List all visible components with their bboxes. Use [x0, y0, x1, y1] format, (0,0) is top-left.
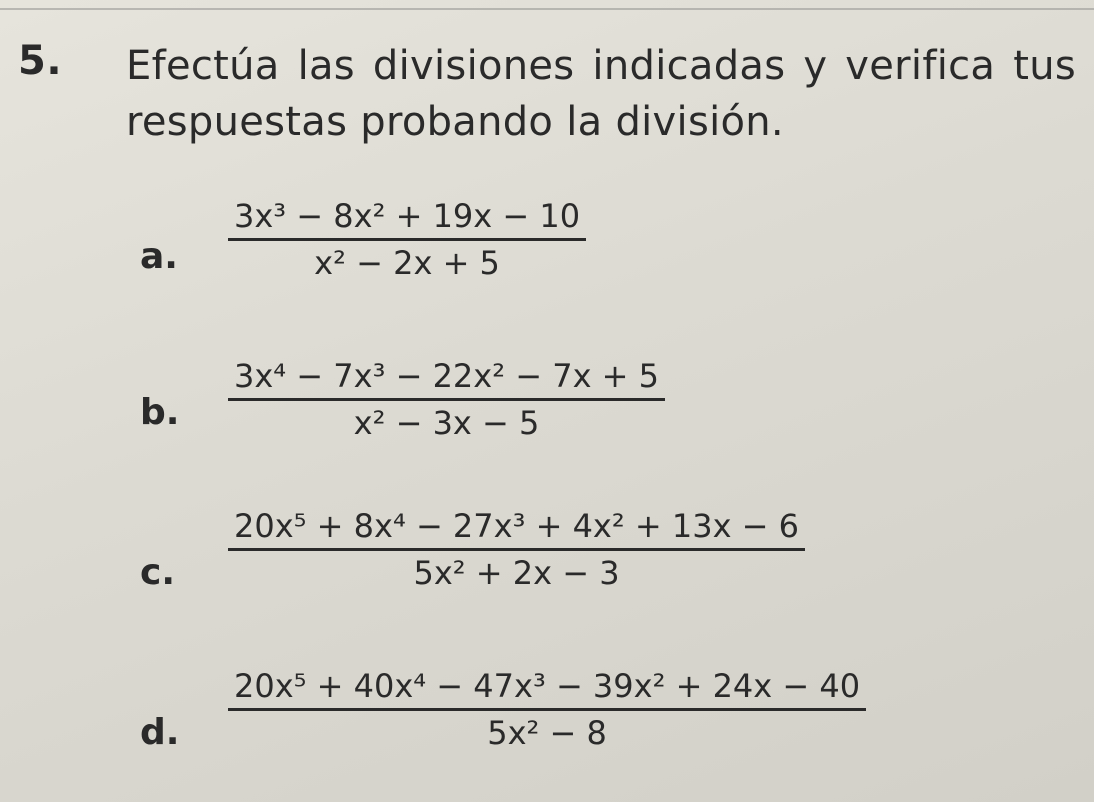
denominator: x² − 3x − 5 [353, 404, 540, 442]
numerator: 20x⁵ + 8x⁴ − 27x³ + 4x² + 13x − 6 [234, 507, 800, 545]
item-letter: c. [140, 552, 176, 593]
item-letter: a. [140, 236, 178, 277]
fraction [228, 666, 866, 753]
fraction [228, 356, 665, 443]
item-letter: d. [140, 712, 180, 753]
item-letter: b. [140, 392, 180, 433]
exercise-instructions: Efectúa las divisiones indicadas y verifica tus respuestas probando la división. [126, 43, 1076, 145]
numerator: 3x³ − 8x² + 19x − 10 [234, 197, 581, 235]
numerator: 20x⁵ + 40x⁴ − 47x³ − 39x² + 24x − 40 [234, 667, 861, 705]
denominator: 5x² − 8 [487, 714, 607, 752]
denominator: 5x² + 2x − 3 [413, 554, 620, 592]
numerator: 3x⁴ − 7x³ − 22x² − 7x + 5 [234, 357, 660, 395]
exercise-number: 5. [18, 38, 63, 84]
fraction [228, 506, 805, 593]
top-divider [0, 8, 1094, 10]
denominator: x² − 2x + 5 [314, 244, 500, 282]
fraction [228, 196, 586, 283]
